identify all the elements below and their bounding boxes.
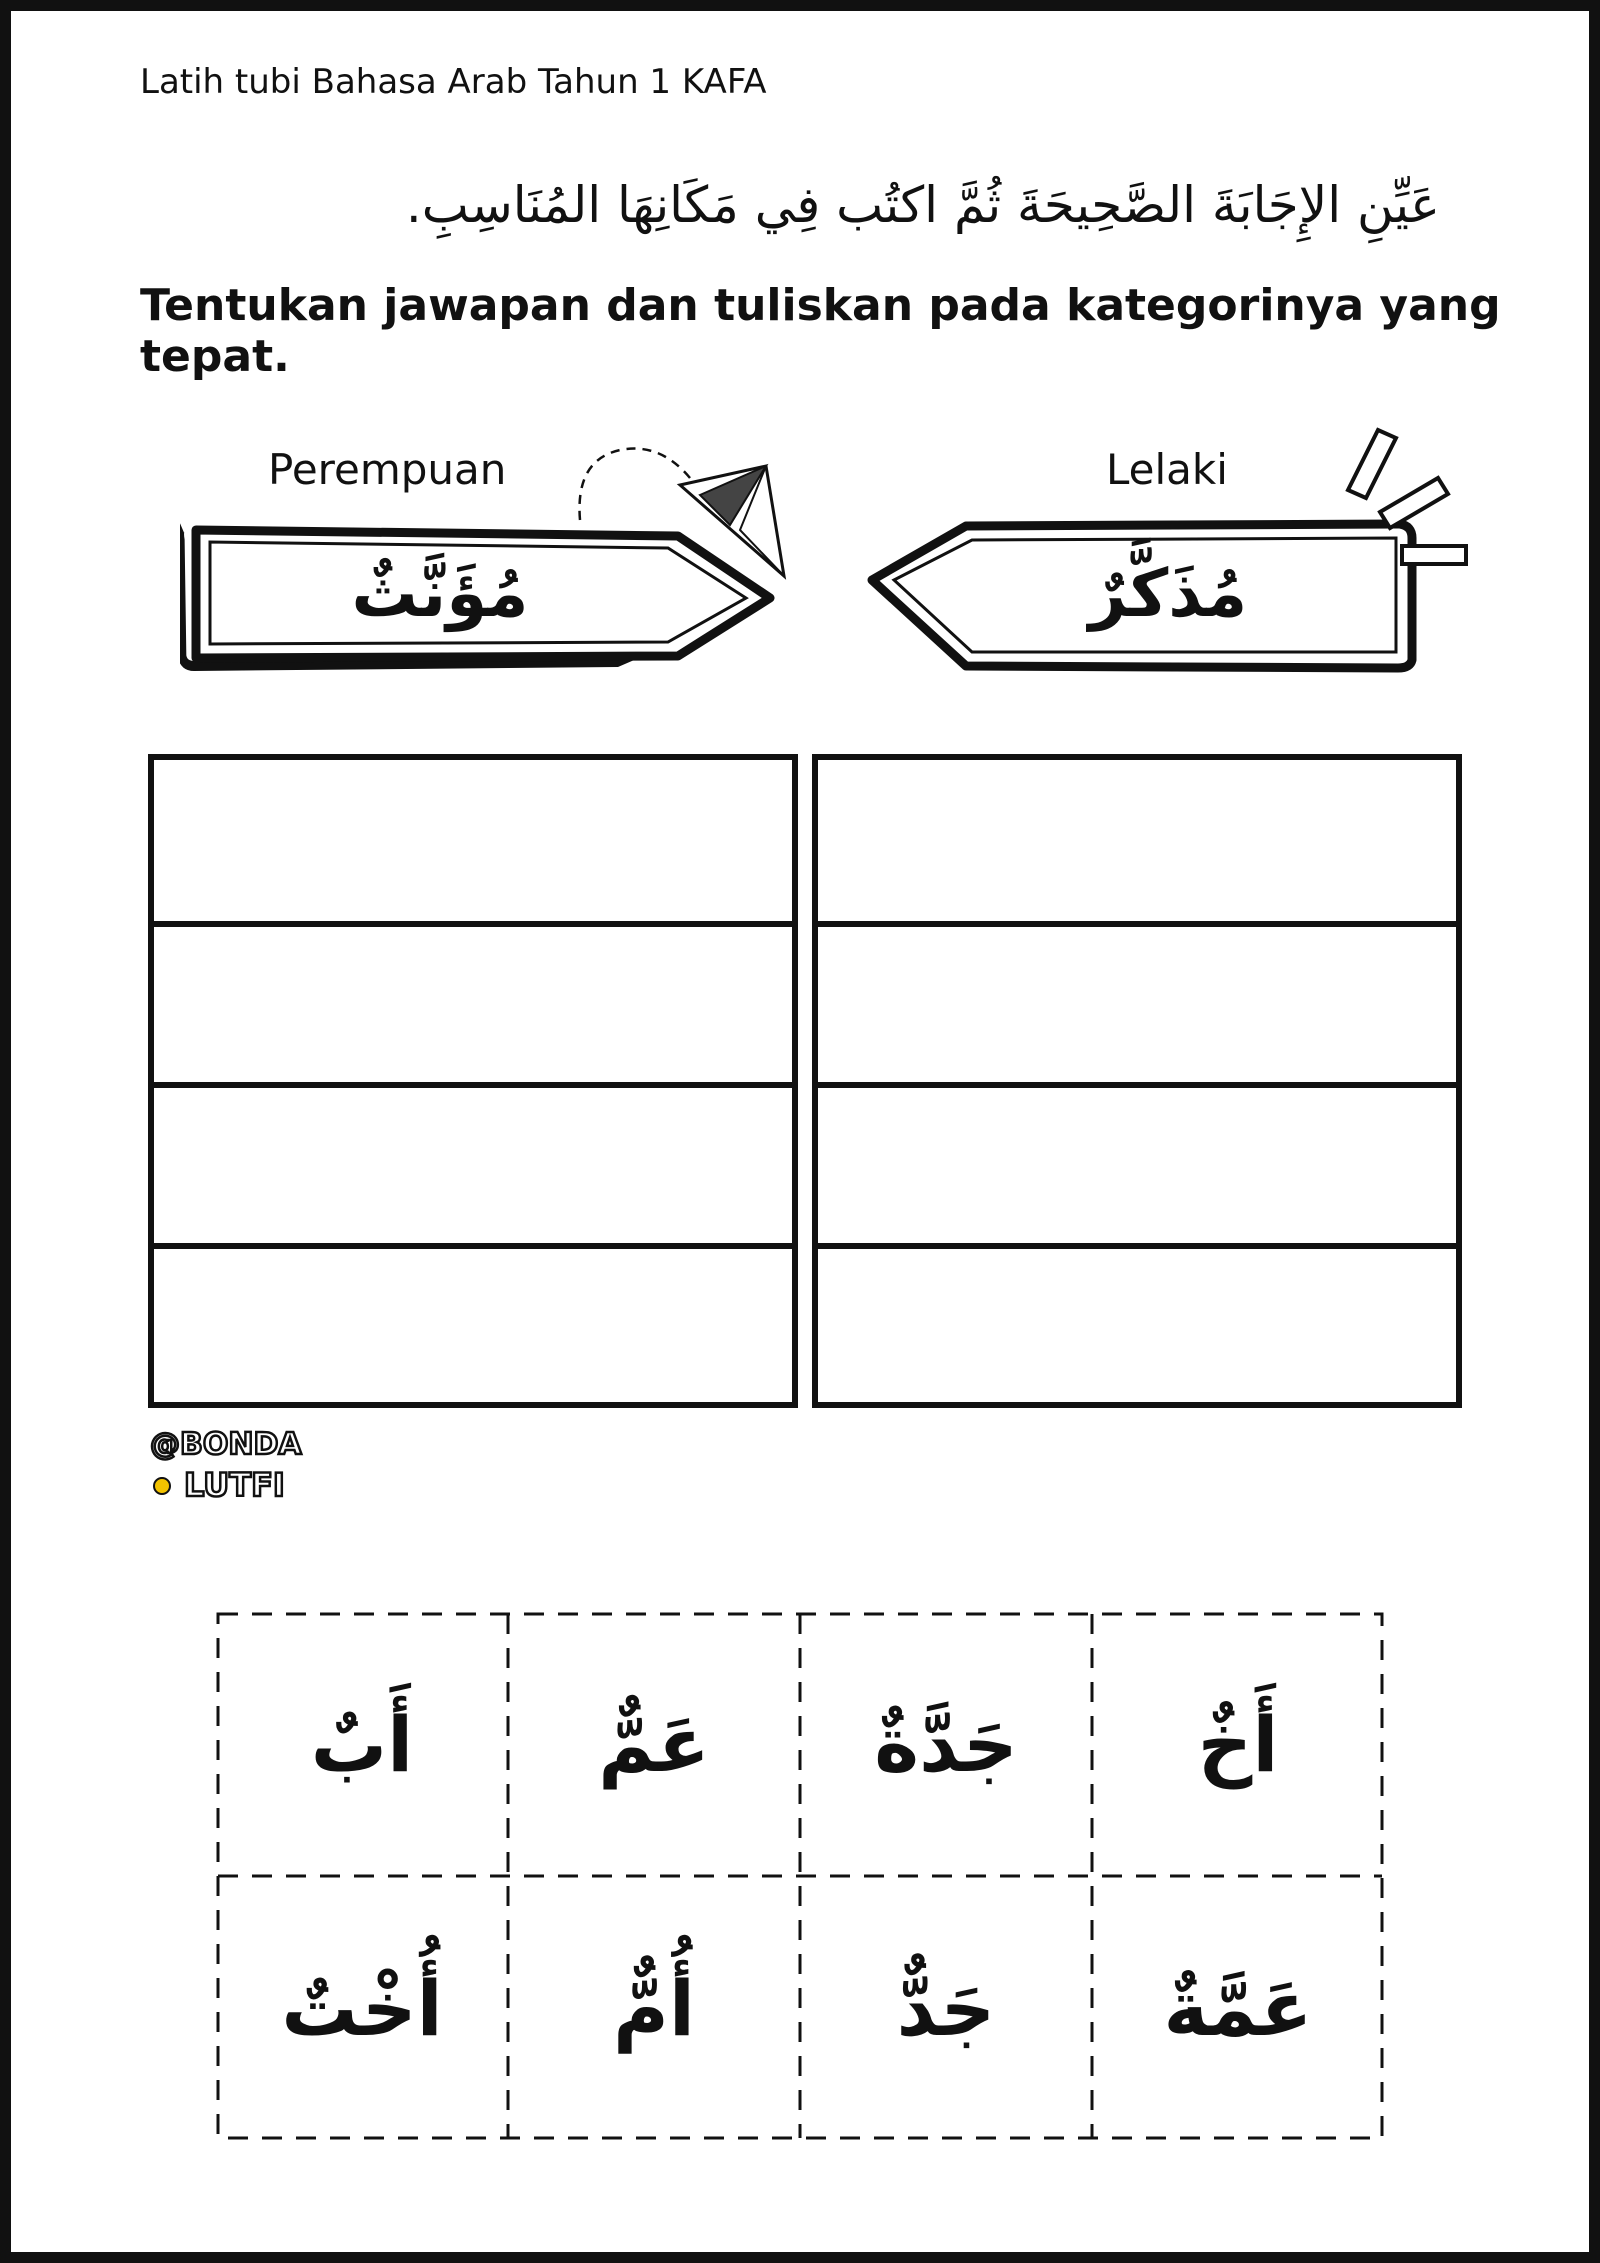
answer-cell[interactable] [154,1082,792,1243]
answer-cell[interactable] [154,921,792,1082]
answer-cell[interactable] [154,1243,792,1402]
logo-line2: LUTFI [184,1466,285,1504]
answer-cell[interactable] [818,1243,1456,1402]
bee-icon [154,1478,170,1494]
bonda-lutfi-logo [150,1418,310,1508]
word-card[interactable]: جَدٌّ [896,1963,996,2053]
answer-cell[interactable] [818,1082,1456,1243]
word-card[interactable]: جَدَّةٌ [874,1699,1018,1789]
answer-cell[interactable] [154,760,792,921]
answer-cell[interactable] [818,760,1456,921]
answer-cell[interactable] [818,921,1456,1082]
word-card-area [216,1612,1384,2140]
category-label-female: Perempuan [268,445,507,494]
worksheet-title: Latih tubi Bahasa Arab Tahun 1 KAFA [140,62,767,102]
instruction-arabic: عَيِّنِ الإِجَابَةَ الصَّحِيحَةَ ثُمَّ اكتُب فِي مَكَانِهَا المُنَاسِبِ. [405,176,1440,234]
category-arabic-female: مُؤَنَّثٌ [351,555,529,632]
category-arabic-male: مُذَكَّرٌ [1088,555,1248,632]
word-card[interactable]: عَمٌّ [598,1699,710,1789]
dashed-trail [580,449,691,520]
answer-grid-female [148,754,798,1408]
word-card[interactable]: أُمٌّ [613,1963,695,2053]
male-banner [860,420,1480,680]
instruction-malay: Tentukan jawapan dan tuliskan pada kategorinya yang tepat. [140,280,1501,382]
category-label-male: Lelaki [1106,445,1228,494]
logo-line1: @BONDA [150,1427,302,1462]
answer-grid-male [812,754,1462,1408]
word-card[interactable]: أُخْتٌ [281,1963,443,2053]
word-card[interactable]: عَمَّةٌ [1163,1963,1313,2053]
word-card[interactable]: أَبٌ [310,1699,414,1789]
word-card[interactable]: أَخٌ [1197,1699,1279,1789]
